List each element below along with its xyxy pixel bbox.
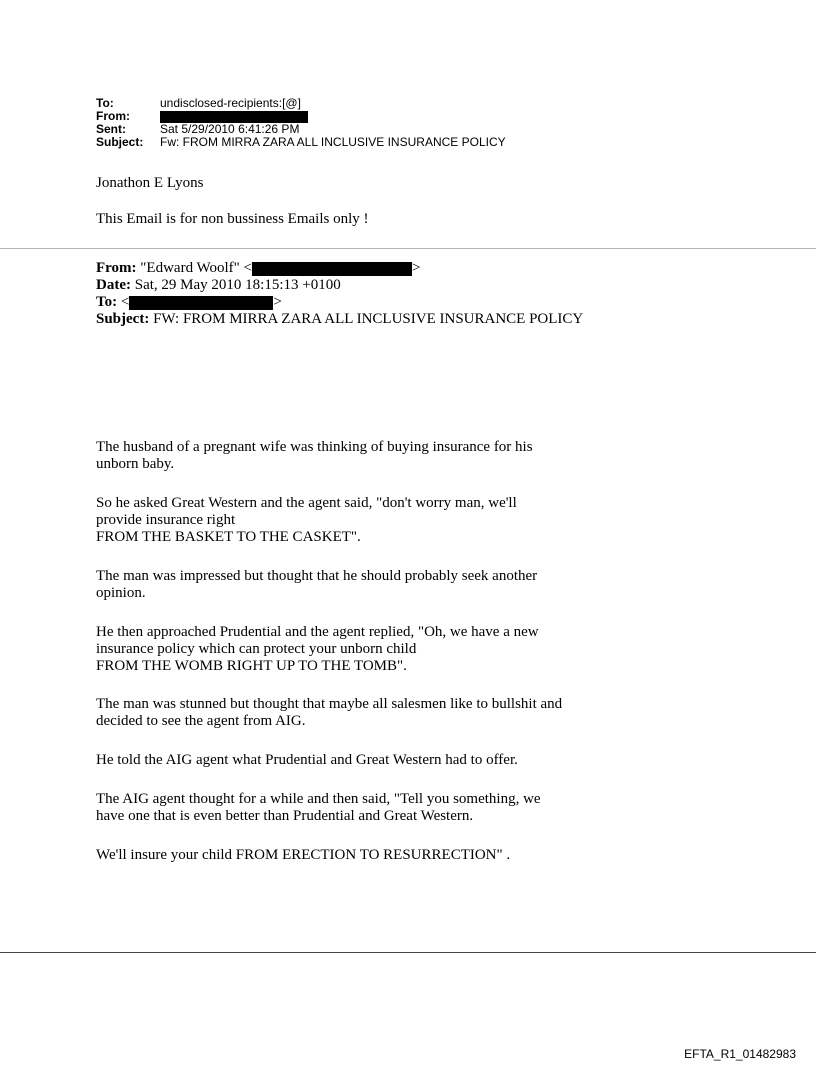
body-line: FROM THE BASKET TO THE CASKET". bbox=[96, 529, 361, 545]
fwd-from-label: From: bbox=[96, 260, 137, 276]
body-line: have one that is even better than Prudential and Great Western. bbox=[96, 808, 474, 824]
fwd-to-tail: > bbox=[273, 294, 282, 310]
fwd-from-tail: > bbox=[412, 260, 421, 276]
body-paragraph-7 bbox=[96, 791, 616, 825]
body-line: unborn baby. bbox=[96, 456, 175, 472]
fwd-subject-value: FW: FROM MIRRA ZARA ALL INCLUSIVE INSURANCE POLICY bbox=[153, 311, 584, 327]
body-line: provide insurance right bbox=[96, 512, 236, 528]
body-line: The man was stunned but thought that maybe all salesmen like to bullshit and bbox=[96, 696, 563, 712]
to-label: To: bbox=[96, 96, 114, 110]
body-paragraph-6 bbox=[96, 752, 616, 769]
redaction-block bbox=[129, 296, 273, 310]
email-note: This Email is for non bussiness Emails only ! bbox=[96, 211, 369, 227]
fwd-from-row bbox=[96, 260, 656, 277]
fwd-to-label: To: bbox=[96, 294, 118, 310]
body-line: He then approached Prudential and the agent replied, "Oh, we have a new bbox=[96, 624, 539, 640]
subject-label: Subject: bbox=[96, 135, 144, 149]
email-header bbox=[96, 97, 656, 149]
body-paragraph-5 bbox=[96, 696, 616, 730]
body-line: insurance policy which can protect your unborn child bbox=[96, 641, 417, 657]
redaction-block bbox=[160, 111, 308, 123]
body-paragraph-8 bbox=[96, 847, 616, 864]
forwarded-header bbox=[96, 260, 656, 328]
body-line: opinion. bbox=[96, 585, 146, 601]
fwd-to-row bbox=[96, 294, 656, 311]
body-line: The man was impressed but thought that he should probably seek another bbox=[96, 568, 538, 584]
body-line: The husband of a pregnant wife was thinking of buying insurance for his bbox=[96, 439, 533, 455]
body-line: He told the AIG agent what Prudential and Great Western had to offer. bbox=[96, 752, 518, 768]
sender-name: Jonathon E Lyons bbox=[96, 175, 204, 191]
fwd-date-value: Sat, 29 May 2010 18:15:13 +0100 bbox=[134, 277, 341, 293]
fwd-date-label: Date: bbox=[96, 277, 131, 293]
body-line: We'll insure your child FROM ERECTION TO RESURRECTION" . bbox=[96, 847, 511, 863]
document-id: EFTA_R1_01482983 bbox=[684, 1047, 796, 1061]
body-line: The AIG agent thought for a while and then said, "Tell you something, we bbox=[96, 791, 541, 807]
fwd-subject-row bbox=[96, 311, 656, 328]
body-line: FROM THE WOMB RIGHT UP TO THE TOMB". bbox=[96, 658, 407, 674]
body-paragraph-3 bbox=[96, 568, 616, 602]
sent-label: Sent: bbox=[96, 122, 126, 136]
body-paragraph-2 bbox=[96, 495, 616, 546]
subject-row bbox=[96, 136, 656, 149]
divider-top bbox=[0, 248, 816, 249]
fwd-from-name: "Edward Woolf" < bbox=[140, 260, 252, 276]
body-paragraph-4 bbox=[96, 624, 616, 675]
to-value: undisclosed-recipients:[@] bbox=[160, 96, 301, 110]
subject-value: Fw: FROM MIRRA ZARA ALL INCLUSIVE INSURANCE POLICY bbox=[160, 135, 506, 149]
body-line: So he asked Great Western and the agent said, "don't worry man, we'll bbox=[96, 495, 517, 511]
divider-bottom bbox=[0, 952, 816, 953]
sent-value: Sat 5/29/2010 6:41:26 PM bbox=[160, 122, 300, 136]
fwd-to-open: < bbox=[120, 294, 130, 310]
fwd-subject-label: Subject: bbox=[96, 311, 150, 327]
body-line: decided to see the agent from AIG. bbox=[96, 713, 306, 729]
body-paragraph-1 bbox=[96, 439, 616, 473]
from-label: From: bbox=[96, 109, 130, 123]
redaction-block bbox=[252, 262, 412, 276]
to-row bbox=[96, 97, 656, 110]
fwd-date-row bbox=[96, 277, 656, 294]
